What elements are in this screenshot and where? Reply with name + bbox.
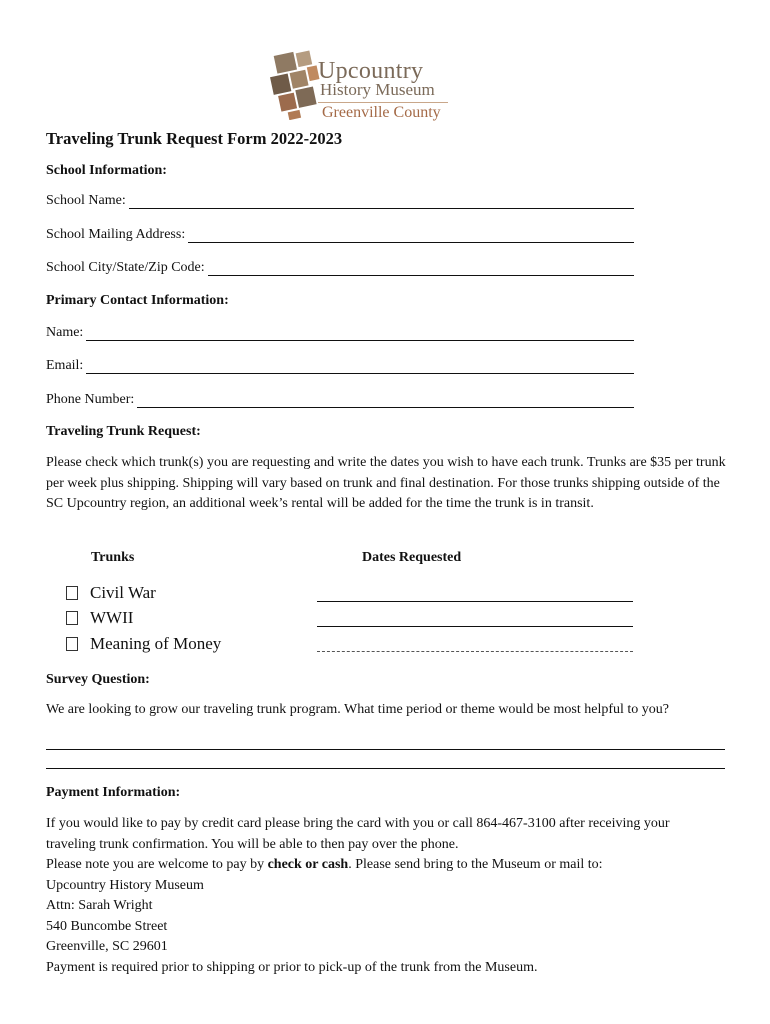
checkbox[interactable] [66, 637, 78, 651]
checkbox[interactable] [66, 611, 78, 625]
date-line-civil-war[interactable] [317, 601, 633, 602]
logo-text-history-museum: History Museum [320, 80, 435, 99]
payment-line-3 [46, 855, 736, 876]
payment-line-1: If you would like to pay by credit card please bring the card with you or call 864-467-3100 after receiving your [46, 816, 670, 831]
trunks-column-header: Trunks [91, 550, 135, 565]
contact-info-heading: Primary Contact Information: [46, 293, 229, 308]
address-line-street: 540 Buncombe Street [46, 918, 168, 934]
school-name-field[interactable] [46, 191, 634, 209]
survey-answer-line-2[interactable] [46, 768, 725, 769]
school-city-field[interactable] [46, 258, 634, 276]
contact-phone-label: Phone Number: [46, 392, 135, 407]
trunk-label: Meaning of Money [90, 634, 222, 653]
trunk-label: WWII [90, 608, 134, 627]
contact-email-field[interactable] [46, 356, 634, 374]
payment-details [46, 814, 736, 978]
payment-final-note: Payment is required prior to shipping or prior to pick-up of the trunk from the Museum. [46, 959, 538, 975]
school-city-input-line[interactable] [208, 261, 634, 276]
date-line-meaning-of-money[interactable] [317, 651, 633, 652]
school-address-label: School Mailing Address: [46, 227, 186, 242]
address-line-org: Upcountry History Museum [46, 877, 204, 893]
trunk-option-civil-war[interactable] [66, 583, 156, 603]
payment-method-emphasis: check or cash [267, 857, 349, 872]
survey-heading: Survey Question: [46, 672, 150, 687]
payment-line-2: traveling trunk confirmation. You will be able to then pay over the phone. [46, 836, 459, 852]
date-line-wwii[interactable] [317, 626, 633, 627]
contact-phone-input-line[interactable] [137, 393, 634, 408]
contact-name-label: Name: [46, 325, 84, 340]
school-info-heading: School Information: [46, 163, 167, 178]
survey-question: We are looking to grow our traveling trunk program. What time period or theme would be most helpful to you? [46, 702, 670, 717]
payment-line-3-pre: Please note you are welcome to pay by [46, 857, 268, 872]
checkbox[interactable] [66, 586, 78, 600]
payment-line-3-post: . Please send bring to the Museum or mail to: [348, 857, 603, 872]
contact-name-field[interactable] [46, 323, 634, 341]
survey-answer-line-1[interactable] [46, 749, 725, 750]
trunk-label: Civil War [90, 583, 156, 602]
trunk-instructions: Please check which trunk(s) you are requesting and write the dates you wish to have each trunk. Trunks are $35 per trunk per week plus shipping. Shipping will vary based on trunk and final destination. For those trunks shipping outside of the SC Upcountry region, an additional week’s rental will be added for the time the trunk is in transit. [46, 455, 726, 511]
logo-text-greenville-county: Greenville County [322, 104, 441, 121]
contact-name-input-line[interactable] [86, 326, 634, 341]
contact-email-input-line[interactable] [86, 359, 634, 374]
trunk-option-meaning-of-money[interactable] [66, 634, 221, 654]
school-city-label: School City/State/Zip Code: [46, 260, 205, 275]
trunk-option-wwii[interactable] [66, 608, 133, 628]
school-name-label: School Name: [46, 193, 126, 208]
payment-heading: Payment Information: [46, 785, 181, 800]
school-name-input-line[interactable] [129, 194, 634, 209]
address-line-attn: Attn: Sarah Wright [46, 898, 153, 913]
dates-column-header: Dates Requested [362, 550, 462, 565]
contact-phone-field[interactable] [46, 390, 634, 408]
logo-mosaic-icon [266, 48, 326, 120]
logo-divider [318, 102, 448, 103]
page-title: Traveling Trunk Request Form 2022-2023 [46, 129, 343, 148]
school-address-field[interactable] [46, 225, 634, 243]
museum-logo [266, 46, 456, 126]
school-address-input-line[interactable] [188, 228, 634, 243]
trunk-request-heading: Traveling Trunk Request: [46, 424, 201, 439]
contact-email-label: Email: [46, 358, 84, 373]
logo-text-upcountry: Upcountry [318, 58, 424, 84]
address-line-city: Greenville, SC 29601 [46, 939, 168, 954]
